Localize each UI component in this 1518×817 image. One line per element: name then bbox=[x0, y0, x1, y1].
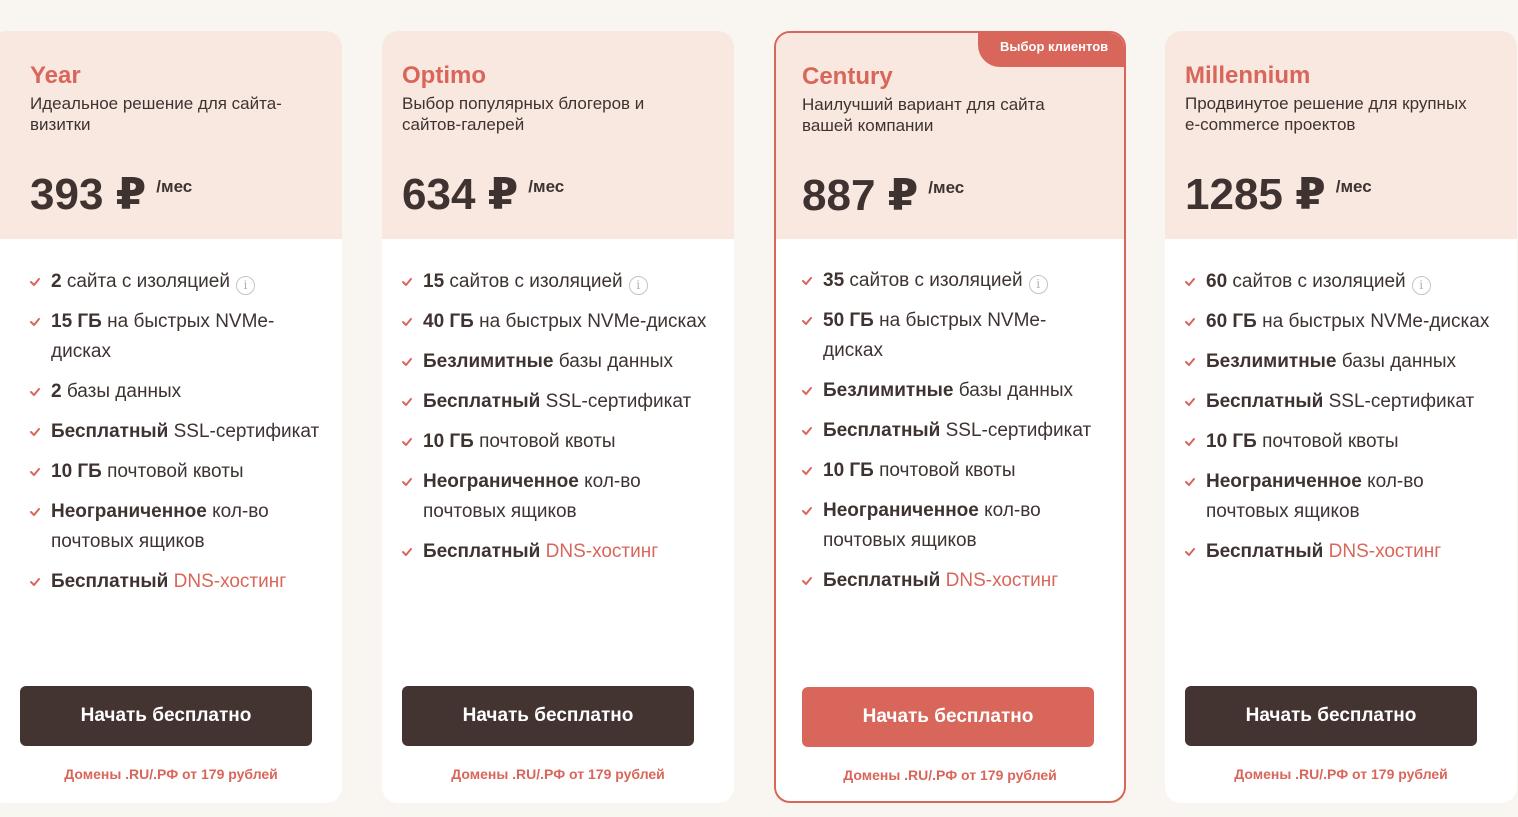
feature-detail: почтовой квоты bbox=[1256, 431, 1399, 452]
feature-item bbox=[802, 306, 1098, 366]
feature-item bbox=[802, 496, 1098, 556]
feature-detail: базы данных bbox=[553, 351, 674, 372]
feature-list bbox=[776, 239, 1124, 596]
feature-highlight: 50 ГБ bbox=[823, 310, 874, 331]
feature-item bbox=[802, 376, 1098, 406]
feature-detail: почтовой квоты bbox=[473, 431, 616, 452]
plan-header bbox=[1165, 31, 1517, 239]
feature-list bbox=[0, 239, 342, 597]
check-icon bbox=[30, 457, 42, 487]
feature-detail: сайтов с изоляцией bbox=[844, 270, 1023, 291]
feature-detail: почтовой квоты bbox=[873, 460, 1016, 481]
plan-card-optimo bbox=[382, 31, 734, 803]
feature-highlight: 2 bbox=[51, 381, 62, 402]
plan-header bbox=[382, 31, 734, 239]
feature-item bbox=[402, 267, 714, 297]
feature-text bbox=[423, 307, 706, 337]
domains-note-link[interactable]: Домены .RU/.РФ от 179 рублей bbox=[64, 766, 278, 782]
check-icon bbox=[802, 416, 814, 446]
feature-highlight: Бесплатный bbox=[51, 421, 169, 442]
feature-text bbox=[1206, 467, 1497, 527]
feature-detail: базы данных bbox=[953, 380, 1074, 401]
check-icon bbox=[402, 537, 414, 567]
start-free-button[interactable]: Начать бесплатно bbox=[402, 686, 694, 746]
check-icon bbox=[802, 496, 814, 526]
feature-text bbox=[1206, 537, 1441, 567]
check-icon bbox=[402, 307, 414, 337]
check-icon bbox=[30, 417, 42, 447]
feature-text bbox=[423, 427, 616, 457]
feature-detail: кол-во почтовых ящиков bbox=[51, 501, 269, 552]
check-icon bbox=[802, 456, 814, 486]
check-icon bbox=[402, 427, 414, 457]
check-icon bbox=[402, 467, 414, 497]
feature-item bbox=[802, 416, 1098, 446]
plan-description: Продвинутое решение для крупных e-commerce проектов bbox=[1185, 94, 1467, 134]
feature-item bbox=[30, 567, 322, 597]
feature-text bbox=[423, 467, 714, 527]
feature-text bbox=[1206, 267, 1431, 297]
check-icon bbox=[1185, 467, 1197, 497]
feature-item bbox=[402, 427, 714, 457]
feature-text bbox=[51, 267, 255, 297]
check-icon bbox=[802, 266, 814, 296]
domains-note-link[interactable]: Домены .RU/.РФ от 179 рублей bbox=[843, 767, 1057, 783]
plan-price: 1285 ₽ bbox=[1185, 170, 1326, 219]
feature-highlight: 15 ГБ bbox=[51, 311, 102, 332]
feature-item bbox=[402, 467, 714, 527]
feature-item bbox=[402, 537, 714, 567]
feature-highlight: Неограниченное bbox=[51, 501, 207, 522]
info-icon[interactable]: i bbox=[1412, 276, 1431, 295]
feature-highlight: 60 bbox=[1206, 271, 1228, 292]
check-icon bbox=[402, 267, 414, 297]
feature-item bbox=[1185, 307, 1497, 337]
feature-highlight: Бесплатный bbox=[823, 570, 941, 591]
feature-highlight: 10 ГБ bbox=[423, 431, 474, 452]
feature-highlight: Неограниченное bbox=[423, 471, 579, 492]
price-period: /мес bbox=[156, 177, 193, 196]
feature-item bbox=[30, 417, 322, 447]
feature-list bbox=[382, 239, 734, 567]
feature-item bbox=[1185, 427, 1497, 457]
feature-detail: сайта с изоляцией bbox=[61, 271, 230, 292]
price-period: /мес bbox=[528, 177, 565, 196]
feature-highlight: 15 bbox=[423, 271, 445, 292]
feature-item bbox=[30, 497, 322, 557]
feature-highlight: Безлимитные bbox=[823, 380, 954, 401]
feature-item bbox=[802, 456, 1098, 486]
check-icon bbox=[1185, 537, 1197, 567]
feature-highlight: 10 ГБ bbox=[1206, 431, 1257, 452]
feature-detail: на быстрых NVMe-дисках bbox=[473, 311, 707, 332]
plan-header bbox=[776, 33, 1124, 239]
domains-note-link[interactable]: Домены .RU/.РФ от 179 рублей bbox=[451, 766, 665, 782]
feature-text bbox=[51, 417, 319, 447]
plan-description: Идеальное решение для сайта-визитки bbox=[30, 94, 282, 134]
feature-item bbox=[30, 457, 322, 487]
feature-highlight: Бесплатный bbox=[1206, 541, 1324, 562]
plan-name: Millennium bbox=[1185, 62, 1311, 89]
feature-text bbox=[423, 347, 673, 377]
feature-item bbox=[30, 377, 322, 407]
feature-text bbox=[1206, 307, 1489, 337]
feature-highlight: Бесплатный bbox=[1206, 391, 1324, 412]
dns-hosting-link[interactable]: DNS-хостинг bbox=[545, 541, 659, 562]
info-icon[interactable]: i bbox=[1029, 275, 1048, 294]
feature-text bbox=[823, 376, 1073, 406]
feature-detail: почтовой квоты bbox=[101, 461, 244, 482]
feature-text bbox=[1206, 427, 1399, 457]
dns-hosting-link[interactable]: DNS-хостинг bbox=[1328, 541, 1442, 562]
feature-detail: кол-во почтовых ящиков bbox=[823, 500, 1041, 551]
dns-hosting-link[interactable]: DNS-хостинг bbox=[945, 570, 1059, 591]
feature-item bbox=[802, 566, 1098, 596]
feature-item bbox=[30, 307, 322, 367]
feature-highlight: 40 ГБ bbox=[423, 311, 474, 332]
feature-text bbox=[1206, 387, 1474, 417]
feature-text bbox=[423, 537, 658, 567]
feature-text bbox=[823, 566, 1058, 596]
feature-highlight: 2 bbox=[51, 271, 62, 292]
check-icon bbox=[1185, 267, 1197, 297]
popular-badge: Выбор клиентов bbox=[978, 31, 1126, 67]
feature-detail: сайтов с изоляцией bbox=[444, 271, 623, 292]
info-icon[interactable]: i bbox=[629, 276, 648, 295]
feature-detail: SSL-сертификат bbox=[1323, 391, 1475, 412]
start-free-button[interactable]: Начать бесплатно bbox=[1185, 686, 1477, 746]
plan-price: 393 ₽ bbox=[30, 170, 147, 219]
check-icon bbox=[402, 387, 414, 417]
price-row bbox=[802, 170, 964, 222]
price-period: /мес bbox=[1335, 177, 1372, 196]
start-free-button[interactable]: Начать бесплатно bbox=[20, 686, 312, 746]
check-icon bbox=[30, 567, 42, 597]
feature-detail: сайтов с изоляцией bbox=[1227, 271, 1406, 292]
plan-price: 634 ₽ bbox=[402, 170, 519, 219]
feature-detail: SSL-сертификат bbox=[940, 420, 1092, 441]
feature-item bbox=[1185, 467, 1497, 527]
feature-highlight: 60 ГБ bbox=[1206, 311, 1257, 332]
feature-item bbox=[1185, 347, 1497, 377]
domains-note-link[interactable]: Домены .RU/.РФ от 179 рублей bbox=[1234, 766, 1448, 782]
plan-name: Century bbox=[802, 63, 893, 90]
feature-item bbox=[402, 347, 714, 377]
feature-text bbox=[823, 306, 1098, 366]
feature-highlight: 10 ГБ bbox=[51, 461, 102, 482]
price-row bbox=[30, 169, 192, 221]
check-icon bbox=[30, 497, 42, 527]
dns-hosting-link[interactable]: DNS-хостинг bbox=[173, 571, 287, 592]
plan-card-millennium bbox=[1165, 31, 1517, 803]
feature-item bbox=[1185, 537, 1497, 567]
feature-text bbox=[1206, 347, 1456, 377]
feature-detail: на быстрых NVMe-дисках bbox=[823, 310, 1047, 361]
price-period: /мес bbox=[928, 178, 965, 197]
check-icon bbox=[30, 267, 42, 297]
check-icon bbox=[30, 377, 42, 407]
feature-highlight: 10 ГБ bbox=[823, 460, 874, 481]
feature-text bbox=[51, 307, 322, 367]
check-icon bbox=[1185, 307, 1197, 337]
feature-detail: базы данных bbox=[1336, 351, 1457, 372]
plan-card-century bbox=[774, 31, 1126, 803]
check-icon bbox=[402, 347, 414, 377]
feature-detail: на быстрых NVMe-дисках bbox=[1256, 311, 1490, 332]
feature-highlight: 35 bbox=[823, 270, 845, 291]
plan-description: Выбор популярных блогеров и сайтов-галерей bbox=[402, 94, 645, 134]
plan-header bbox=[0, 31, 342, 239]
feature-text bbox=[51, 497, 322, 557]
check-icon bbox=[1185, 387, 1197, 417]
feature-detail: SSL-сертификат bbox=[540, 391, 692, 412]
price-row bbox=[1185, 169, 1372, 221]
feature-item bbox=[1185, 267, 1497, 297]
feature-text bbox=[423, 267, 648, 297]
feature-highlight: Бесплатный bbox=[51, 571, 169, 592]
feature-list bbox=[1165, 239, 1517, 567]
start-free-button[interactable]: Начать бесплатно bbox=[802, 687, 1094, 747]
feature-text bbox=[823, 266, 1048, 296]
feature-item bbox=[1185, 387, 1497, 417]
feature-highlight: Неограниченное bbox=[1206, 471, 1362, 492]
feature-item bbox=[402, 387, 714, 417]
check-icon bbox=[802, 306, 814, 336]
feature-text bbox=[51, 457, 244, 487]
feature-highlight: Безлимитные bbox=[1206, 351, 1337, 372]
feature-item bbox=[402, 307, 714, 337]
feature-detail: кол-во почтовых ящиков bbox=[423, 471, 641, 522]
feature-highlight: Бесплатный bbox=[423, 541, 541, 562]
plan-description: Наилучший вариант для сайта вашей компании bbox=[802, 95, 1045, 135]
price-row bbox=[402, 169, 564, 221]
feature-detail: SSL-сертификат bbox=[168, 421, 320, 442]
feature-text bbox=[823, 456, 1016, 486]
feature-detail: базы данных bbox=[61, 381, 182, 402]
feature-item bbox=[30, 267, 322, 297]
plan-name: Optimo bbox=[402, 62, 486, 89]
plan-price: 887 ₽ bbox=[802, 171, 919, 220]
feature-detail: кол-во почтовых ящиков bbox=[1206, 471, 1424, 522]
check-icon bbox=[1185, 347, 1197, 377]
check-icon bbox=[1185, 427, 1197, 457]
feature-text bbox=[823, 416, 1091, 446]
feature-text bbox=[51, 377, 181, 407]
check-icon bbox=[802, 376, 814, 406]
feature-highlight: Безлимитные bbox=[423, 351, 554, 372]
feature-highlight: Бесплатный bbox=[823, 420, 941, 441]
feature-item bbox=[802, 266, 1098, 296]
feature-text bbox=[423, 387, 691, 417]
plan-card-year bbox=[0, 31, 342, 803]
info-icon[interactable]: i bbox=[236, 276, 255, 295]
plan-name: Year bbox=[30, 62, 81, 89]
feature-highlight: Бесплатный bbox=[423, 391, 541, 412]
check-icon bbox=[802, 566, 814, 596]
feature-text bbox=[51, 567, 286, 597]
check-icon bbox=[30, 307, 42, 337]
feature-highlight: Неограниченное bbox=[823, 500, 979, 521]
feature-detail: на быстрых NVMe-дисках bbox=[51, 311, 275, 362]
feature-text bbox=[823, 496, 1098, 556]
